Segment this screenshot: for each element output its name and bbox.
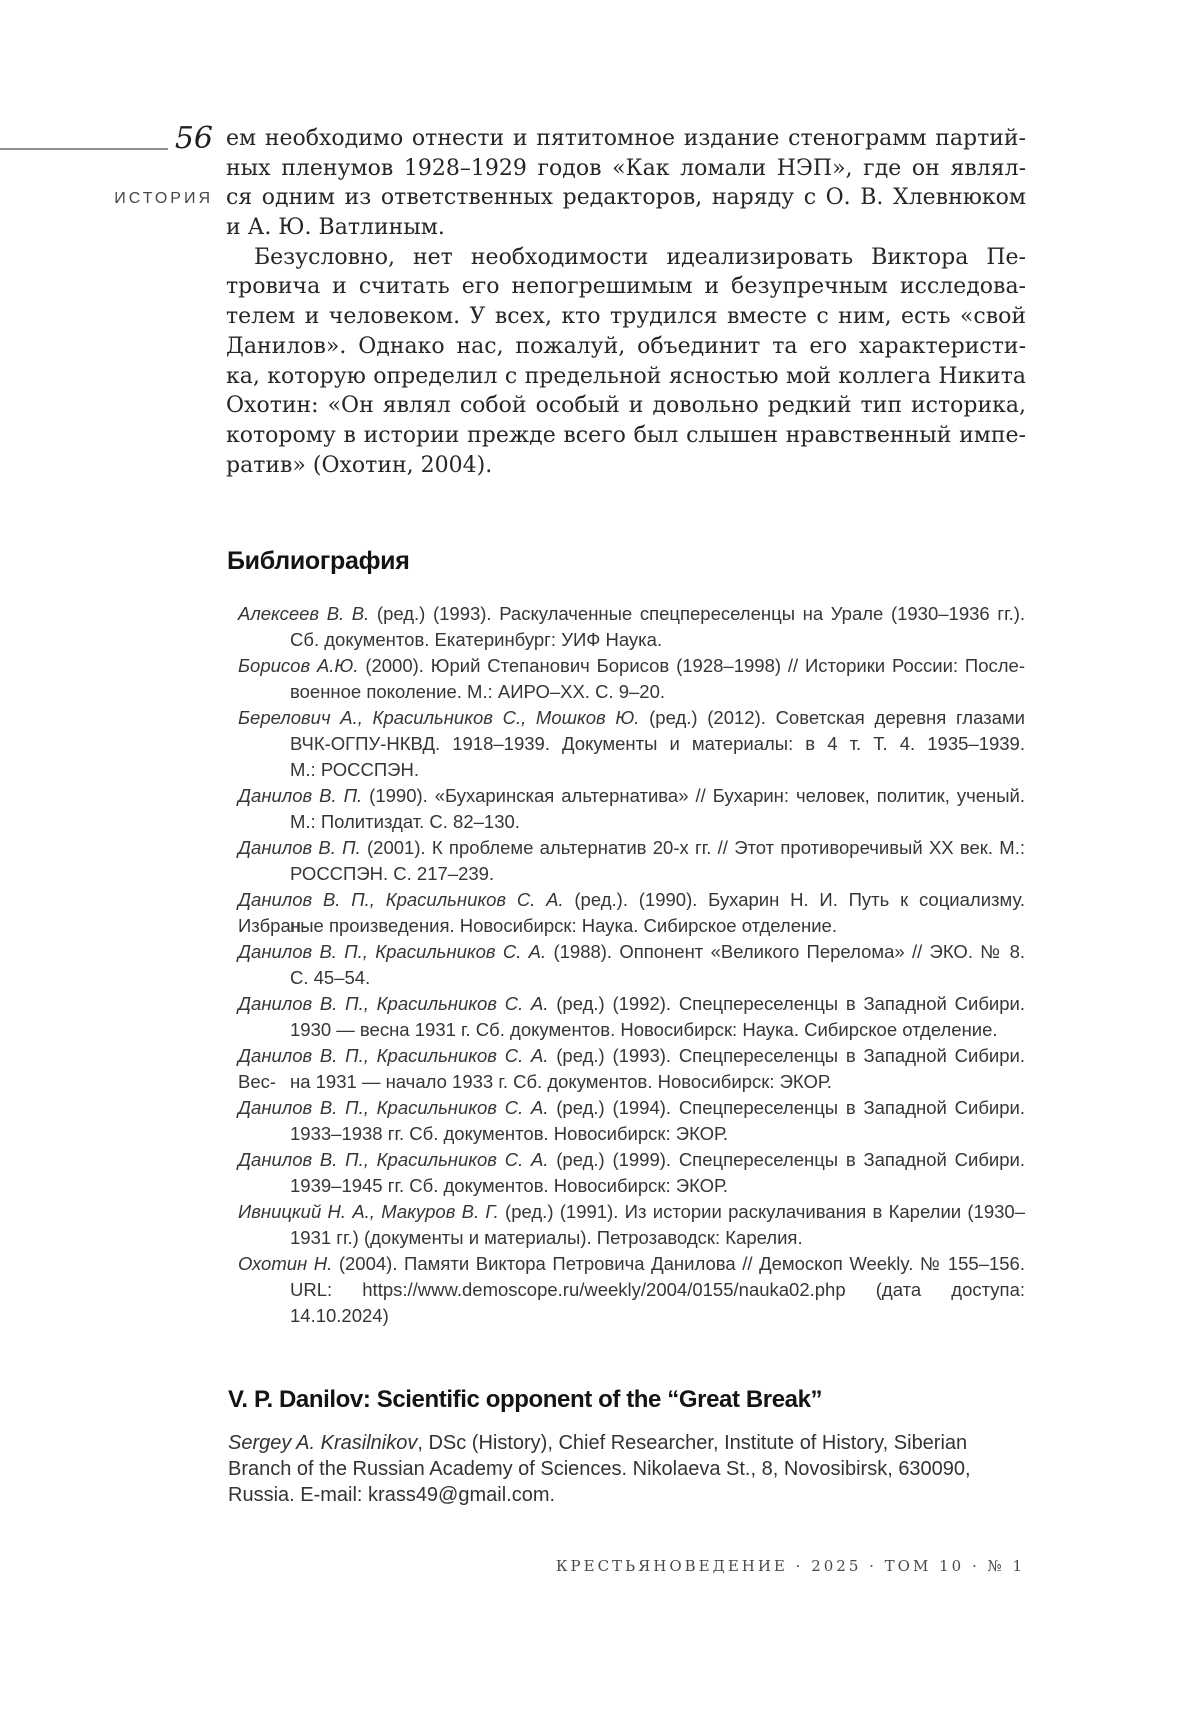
section-label: ИСТОРИЯ [114,190,213,207]
bibliography-entry [238,1095,1025,1147]
bibliography-entry [238,653,1025,705]
bibliography-entry-line: Берелович А., Красильников С., Мошков Ю. (ред.) (2012). Советская деревня глазами [238,707,1025,728]
bibliography-entry-line: М.: РОССПЭН. [290,759,419,780]
entry-authors: Данилов В. П., Красильников С. А. [238,889,564,910]
bibliography-entry [238,705,1025,783]
bibliography-entry-line: 1939–1945 гг. Сб. документов. Новосибирск: ЭКОР. [290,1175,729,1196]
bibliography-entry-line: на 1931 — начало 1933 г. Сб. документов. Новосибирск: ЭКОР. [290,1071,832,1092]
bibliography-entry-line: Данилов В. П. (1990). «Бухаринская альтернатива» // Бухарин: человек, политик, ученый. [238,785,1025,806]
bibliography-entry-line: 1931 гг.) (документы и материалы). Петрозаводск: Карелия. [290,1227,803,1248]
body-line: ем необходимо отнести и пятитомное издание стенограмм партий- [226,126,1026,151]
english-affiliation-line: Branch of the Russian Academy of Sciences. Nikolaeva St., 8, Novosibirsk, 630090, [228,1458,971,1480]
english-title: V. P. Danilov: Scientific opponent of the “Great Break” [228,1386,823,1413]
body-line: телем и человеком. У всех, кто трудился вместе с ним, есть «свой [226,304,1026,330]
bibliography-entry-line: URL: https://www.demoscope.ru/weekly/2004/0155/nauka02.php (дата доступа: [290,1279,1025,1300]
bibliography-entry [238,939,1025,991]
body-line: ка, которую определил с предельной ясностью мой коллега Никита [226,363,1026,389]
entry-authors: Данилов В. П., Красильников С. А. [238,941,547,962]
bibliography-entry [238,783,1025,835]
bibliography-entry-line: военное поколение. М.: АИРО–XX. С. 9–20. [290,681,666,702]
entry-authors: Данилов В. П. [238,785,363,806]
entry-authors: Алексеев В. В. [238,603,370,624]
entry-authors: Берелович А., Красильников С., Мошков Ю. [238,707,640,728]
bibliography-entry-line: Данилов В. П., Красильников С. А. (ред.) (1993). Спецпереселенцы в Западной Сибири. Вес- [238,1045,1026,1092]
body-line: ся одним из ответственных редакторов, наряду с О. В. Хлевнюком [226,185,1026,211]
bibliography-entry-line: Ивницкий Н. А., Макуров В. Г. (ред.) (1991). Из истории раскулачивания в Карелии (1930– [238,1201,1025,1222]
body-line: которому в истории прежде всего был слышен нравственный импе- [226,422,1026,448]
bibliography-list [238,601,1025,1329]
english-author-name: Sergey A. Krasilnikov [228,1432,418,1454]
bibliography-entry-line: ные произведения. Новосибирск: Наука. Сибирское отделение. [290,915,837,936]
entry-authors: Данилов В. П., Красильников С. А. [238,1045,549,1066]
bibliography-entry-line: 1933–1938 гг. Сб. документов. Новосибирск: ЭКОР. [290,1123,729,1144]
body-line: Данилов». Однако нас, пожалуй, объединит та его характеристи- [226,333,1026,359]
entry-authors: Борисов А.Ю. [238,655,359,676]
entry-authors: Данилов В. П., Красильников С. А. [238,1149,549,1170]
entry-authors: Данилов В. П., Красильников С. А. [238,1097,549,1118]
entry-authors: Данилов В. П. [238,837,361,858]
entry-authors: Данилов В. П., Красильников С. А. [238,993,549,1014]
entry-authors: Охотин Н. [238,1253,333,1274]
bibliography-entry [238,1043,1025,1095]
bibliography-entry [238,601,1025,653]
english-affiliation [228,1430,1028,1508]
body-line: тровича и считать его непогрешимым и безупречным исследова- [226,274,1026,300]
bibliography-entry-line: Данилов В. П., Красильников С. А. (ред.) (1994). Спецпереселенцы в Западной Сибири. [238,1097,1026,1118]
bibliography-entry [238,835,1025,887]
bibliography-entry-line: Данилов В. П., Красильников С. А. (ред.) (1992). Спецпереселенцы в Западной Сибири. [238,993,1026,1014]
body-line: Охотин: «Он являл собой особый и довольно редкий тип историка, [226,393,1026,419]
bibliography-entry-line: Данилов В. П. (2001). К проблеме альтернатив 20-х гг. // Этот противоречивый XX век. М.: [238,837,1025,858]
body-line: ратив» (Охотин, 2004). [226,452,493,478]
article-body [226,124,1026,480]
bibliography-entry-line: Охотин Н. (2004). Памяти Виктора Петровича Данилова // Демоскоп Weekly. № 155–156. [238,1253,1025,1274]
bibliography-entry [238,991,1025,1043]
entry-authors: Ивницкий Н. А., Макуров В. Г. [238,1201,499,1222]
bibliography-entry-line: Сб. документов. Екатеринбург: УИФ Наука. [290,629,663,650]
bibliography-entry-line: 1930 — весна 1931 г. Сб. документов. Новосибирск: Наука. Сибирское отделение. [290,1019,998,1040]
body-line: Безусловно, нет необходимости идеализировать Виктора Пе- [254,244,1026,270]
bibliography-entry-line: Борисов А.Ю. (2000). Юрий Степанович Борисов (1928–1998) // Историки России: После- [238,655,1026,676]
english-affiliation-line: Russia. E-mail: krass49@gmail.com. [228,1484,556,1506]
bibliography-entry-line: Данилов В. П., Красильников С. А. (1988). Оппонент «Великого Перелома» // ЭКО. № 8. [238,941,1025,962]
bibliography-entry-line: 14.10.2024) [290,1305,389,1326]
bibliography-entry [238,1199,1025,1251]
bibliography-entry-line: Алексеев В. В. (ред.) (1993). Раскулаченные спецпереселенцы на Урале (1930–1936 гг.). [238,603,1026,624]
bibliography-entry-line: Данилов В. П., Красильников С. А. (ред.) (1999). Спецпереселенцы в Западной Сибири. [238,1149,1026,1170]
bibliography-heading: Библиография [227,547,410,575]
english-affiliation-line: Sergey A. Krasilnikov, DSc (History), Chief Researcher, Institute of History, Siberian [228,1432,968,1454]
bibliography-entry-line: РОССПЭН. С. 217–239. [290,863,495,884]
bibliography-entry-line: М.: Политиздат. С. 82–130. [290,811,520,832]
page-number: 56 [174,121,213,156]
bibliography-entry [238,887,1025,939]
bibliography-entry [238,1147,1025,1199]
bibliography-entry-line: С. 45–54. [290,967,371,988]
body-line: ных пленумов 1928–1929 годов «Как ломали НЭП», где он являл- [226,155,1026,181]
body-line: и А. Ю. Ватлиным. [226,215,445,241]
bibliography-entry-line: ВЧК-ОГПУ-НКВД. 1918–1939. Документы и материалы: в 4 т. Т. 4. 1935–1939. [290,733,1025,754]
bibliography-entry [238,1251,1025,1329]
bibliography-entry-line: Данилов В. П., Красильников С. А. (ред.). (1990). Бухарин Н. И. Путь к социализму. Избран- [238,889,1026,936]
journal-footer: КРЕСТЬЯНОВЕДЕНИЕ · 2025 · ТОМ 10 · № 1 [555,1557,1025,1575]
